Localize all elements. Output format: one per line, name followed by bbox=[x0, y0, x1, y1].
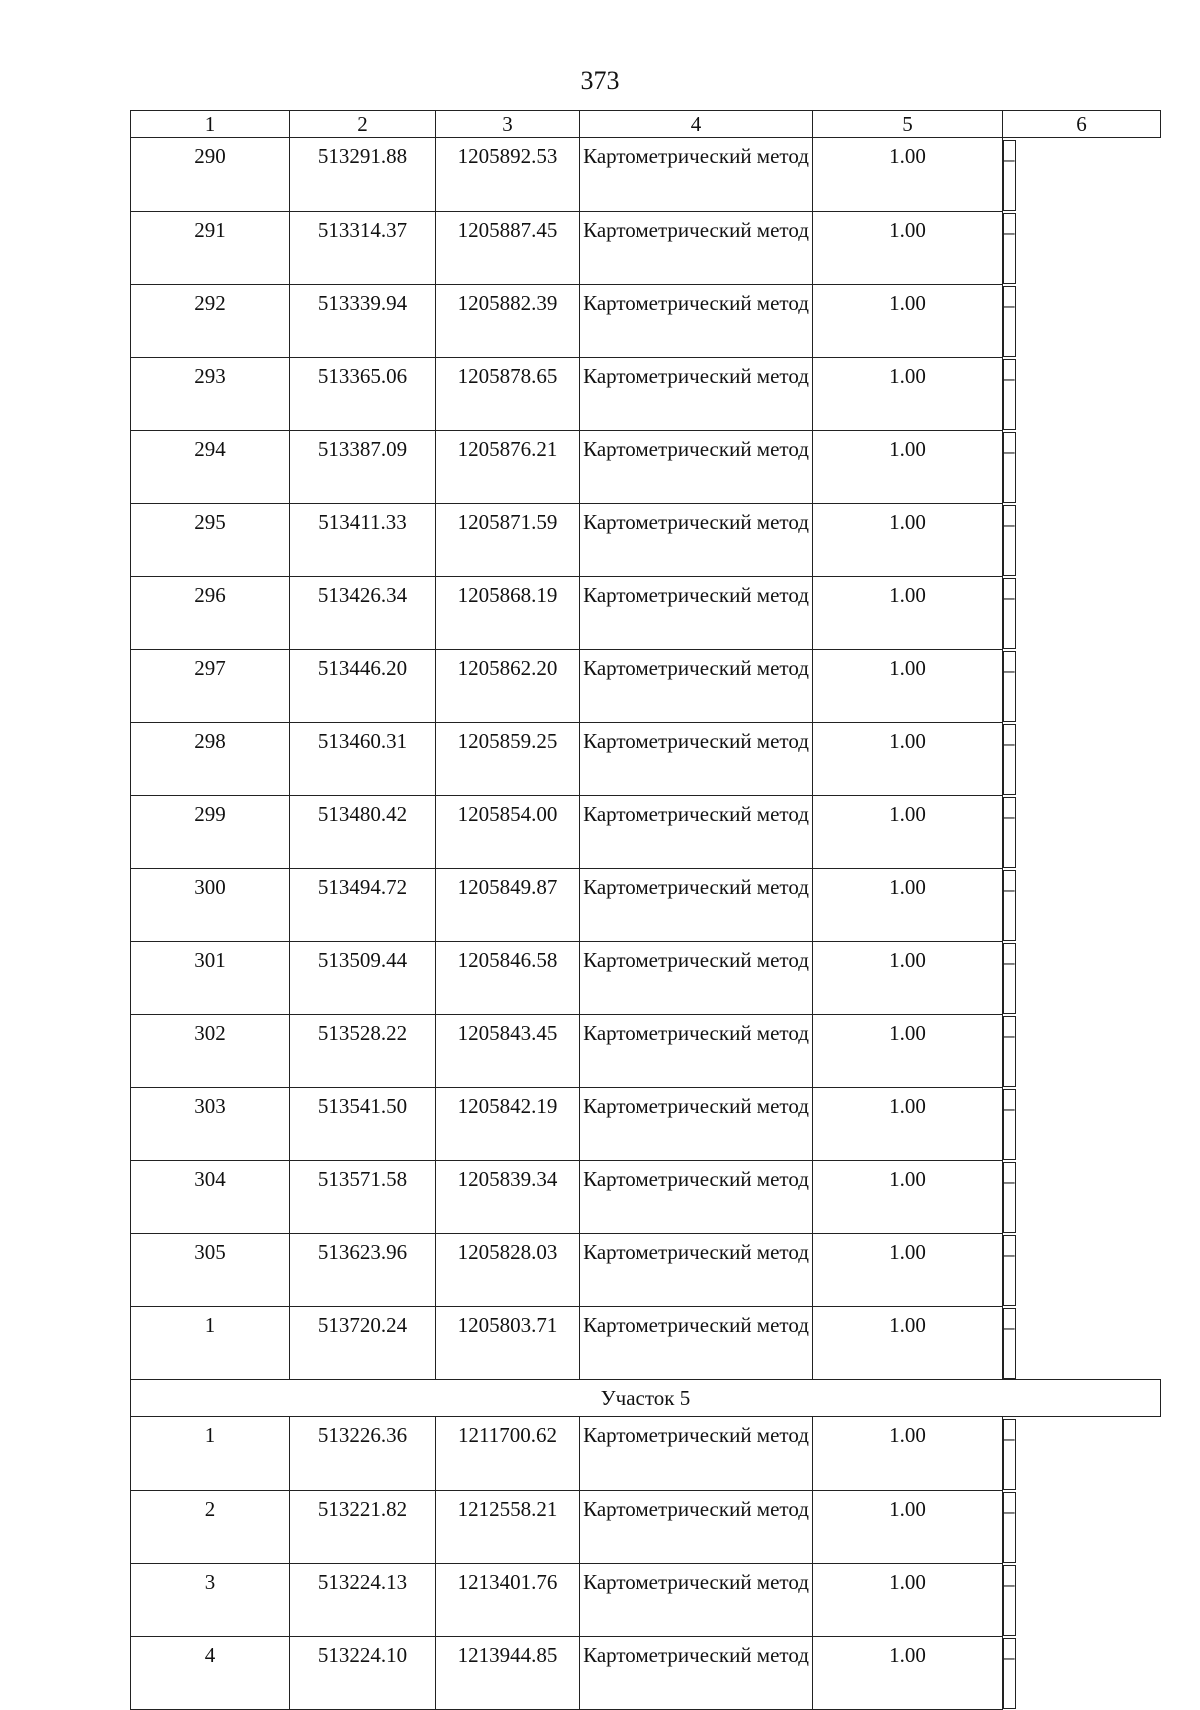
table-row bbox=[131, 1306, 1161, 1380]
note-cell: – bbox=[1003, 797, 1016, 868]
x-coordinate-cell: 513571.58 bbox=[290, 1160, 436, 1233]
x-coordinate-cell: 513480.42 bbox=[290, 795, 436, 868]
table-row bbox=[131, 1490, 1161, 1563]
x-coordinate-cell: 513365.06 bbox=[290, 357, 436, 430]
method-cell: Картометрический метод bbox=[580, 1306, 813, 1380]
note-cell: – bbox=[1003, 1235, 1016, 1306]
method-cell: Картометрический метод bbox=[580, 1014, 813, 1087]
y-coordinate-cell: 1212558.21 bbox=[436, 1490, 580, 1563]
note-cell: – bbox=[1003, 213, 1016, 284]
point-number-cell: 290 bbox=[131, 138, 290, 212]
y-coordinate-cell: 1205859.25 bbox=[436, 722, 580, 795]
accuracy-cell: 1.00 bbox=[813, 795, 1003, 868]
accuracy-cell: 1.00 bbox=[813, 722, 1003, 795]
x-coordinate-cell: 513339.94 bbox=[290, 284, 436, 357]
y-coordinate-cell: 1205868.19 bbox=[436, 576, 580, 649]
y-coordinate-cell: 1205876.21 bbox=[436, 430, 580, 503]
x-coordinate-cell: 513509.44 bbox=[290, 941, 436, 1014]
point-number-cell: 297 bbox=[131, 649, 290, 722]
point-number-cell: 1 bbox=[131, 1306, 290, 1380]
note-cell: – bbox=[1003, 1308, 1016, 1379]
x-coordinate-cell: 513224.13 bbox=[290, 1563, 436, 1636]
method-cell: Картометрический метод bbox=[580, 1563, 813, 1636]
x-coordinate-cell: 513720.24 bbox=[290, 1306, 436, 1380]
y-coordinate-cell: 1213401.76 bbox=[436, 1563, 580, 1636]
note-cell: – bbox=[1003, 286, 1016, 357]
method-cell: Картометрический метод bbox=[580, 1160, 813, 1233]
method-cell: Картометрический метод bbox=[580, 941, 813, 1014]
x-coordinate-cell: 513314.37 bbox=[290, 211, 436, 284]
column-header: 5 bbox=[813, 111, 1003, 138]
method-cell: Картометрический метод bbox=[580, 1417, 813, 1491]
x-coordinate-cell: 513224.10 bbox=[290, 1636, 436, 1709]
y-coordinate-cell: 1205892.53 bbox=[436, 138, 580, 212]
x-coordinate-cell: 513541.50 bbox=[290, 1087, 436, 1160]
point-number-cell: 295 bbox=[131, 503, 290, 576]
method-cell: Картометрический метод bbox=[580, 576, 813, 649]
accuracy-cell: 1.00 bbox=[813, 576, 1003, 649]
point-number-cell: 301 bbox=[131, 941, 290, 1014]
method-cell: Картометрический метод bbox=[580, 138, 813, 212]
y-coordinate-cell: 1205887.45 bbox=[436, 211, 580, 284]
y-coordinate-cell: 1205828.03 bbox=[436, 1233, 580, 1306]
accuracy-cell: 1.00 bbox=[813, 1636, 1003, 1709]
y-coordinate-cell: 1205878.65 bbox=[436, 357, 580, 430]
table-row bbox=[131, 722, 1161, 795]
accuracy-cell: 1.00 bbox=[813, 357, 1003, 430]
column-header: 3 bbox=[436, 111, 580, 138]
method-cell: Картометрический метод bbox=[580, 1636, 813, 1709]
accuracy-cell: 1.00 bbox=[813, 430, 1003, 503]
method-cell: Картометрический метод bbox=[580, 795, 813, 868]
coordinates-table-container bbox=[130, 110, 1160, 1710]
point-number-cell: 4 bbox=[131, 1636, 290, 1709]
table-row bbox=[131, 576, 1161, 649]
method-cell: Картометрический метод bbox=[580, 649, 813, 722]
x-coordinate-cell: 513460.31 bbox=[290, 722, 436, 795]
note-cell: – bbox=[1003, 359, 1016, 430]
point-number-cell: 1 bbox=[131, 1417, 290, 1491]
accuracy-cell: 1.00 bbox=[813, 1417, 1003, 1491]
y-coordinate-cell: 1205846.58 bbox=[436, 941, 580, 1014]
table-row bbox=[131, 1417, 1161, 1491]
method-cell: Картометрический метод bbox=[580, 1087, 813, 1160]
method-cell: Картометрический метод bbox=[580, 503, 813, 576]
y-coordinate-cell: 1205882.39 bbox=[436, 284, 580, 357]
note-cell: – bbox=[1003, 943, 1016, 1014]
table-row bbox=[131, 1233, 1161, 1306]
x-coordinate-cell: 513446.20 bbox=[290, 649, 436, 722]
accuracy-cell: 1.00 bbox=[813, 1160, 1003, 1233]
table-row bbox=[131, 211, 1161, 284]
table-row bbox=[131, 430, 1161, 503]
table-row bbox=[131, 1636, 1161, 1709]
accuracy-cell: 1.00 bbox=[813, 1306, 1003, 1380]
page-number: 373 bbox=[580, 66, 620, 95]
y-coordinate-cell: 1205849.87 bbox=[436, 868, 580, 941]
accuracy-cell: 1.00 bbox=[813, 138, 1003, 212]
accuracy-cell: 1.00 bbox=[813, 649, 1003, 722]
y-coordinate-cell: 1205871.59 bbox=[436, 503, 580, 576]
method-cell: Картометрический метод bbox=[580, 868, 813, 941]
note-cell: – bbox=[1003, 505, 1016, 576]
point-number-cell: 294 bbox=[131, 430, 290, 503]
point-number-cell: 291 bbox=[131, 211, 290, 284]
note-cell: – bbox=[1003, 1419, 1016, 1490]
table-row bbox=[131, 357, 1161, 430]
accuracy-cell: 1.00 bbox=[813, 1087, 1003, 1160]
point-number-cell: 299 bbox=[131, 795, 290, 868]
y-coordinate-cell: 1213944.85 bbox=[436, 1636, 580, 1709]
x-coordinate-cell: 513426.34 bbox=[290, 576, 436, 649]
point-number-cell: 292 bbox=[131, 284, 290, 357]
x-coordinate-cell: 513226.36 bbox=[290, 1417, 436, 1491]
x-coordinate-cell: 513387.09 bbox=[290, 430, 436, 503]
note-cell: – bbox=[1003, 432, 1016, 503]
x-coordinate-cell: 513623.96 bbox=[290, 1233, 436, 1306]
point-number-cell: 296 bbox=[131, 576, 290, 649]
x-coordinate-cell: 513221.82 bbox=[290, 1490, 436, 1563]
table-row bbox=[131, 284, 1161, 357]
accuracy-cell: 1.00 bbox=[813, 1014, 1003, 1087]
note-cell: – bbox=[1003, 1162, 1016, 1233]
y-coordinate-cell: 1205803.71 bbox=[436, 1306, 580, 1380]
table-row bbox=[131, 503, 1161, 576]
section-row bbox=[131, 1380, 1161, 1417]
x-coordinate-cell: 513411.33 bbox=[290, 503, 436, 576]
point-number-cell: 305 bbox=[131, 1233, 290, 1306]
column-header: 4 bbox=[580, 111, 813, 138]
point-number-cell: 3 bbox=[131, 1563, 290, 1636]
table-row bbox=[131, 795, 1161, 868]
table-row bbox=[131, 1087, 1161, 1160]
method-cell: Картометрический метод bbox=[580, 430, 813, 503]
table-row bbox=[131, 649, 1161, 722]
column-header: 2 bbox=[290, 111, 436, 138]
accuracy-cell: 1.00 bbox=[813, 1563, 1003, 1636]
y-coordinate-cell: 1205839.34 bbox=[436, 1160, 580, 1233]
x-coordinate-cell: 513528.22 bbox=[290, 1014, 436, 1087]
method-cell: Картометрический метод bbox=[580, 722, 813, 795]
column-header: 1 bbox=[131, 111, 290, 138]
table-row bbox=[131, 1014, 1161, 1087]
table-row bbox=[131, 941, 1161, 1014]
accuracy-cell: 1.00 bbox=[813, 211, 1003, 284]
method-cell: Картометрический метод bbox=[580, 284, 813, 357]
x-coordinate-cell: 513291.88 bbox=[290, 138, 436, 212]
accuracy-cell: 1.00 bbox=[813, 284, 1003, 357]
table-row bbox=[131, 1160, 1161, 1233]
point-number-cell: 300 bbox=[131, 868, 290, 941]
method-cell: Картометрический метод bbox=[580, 1490, 813, 1563]
table-row bbox=[131, 868, 1161, 941]
table-row bbox=[131, 138, 1161, 212]
point-number-cell: 304 bbox=[131, 1160, 290, 1233]
note-cell: – bbox=[1003, 1565, 1016, 1636]
x-coordinate-cell: 513494.72 bbox=[290, 868, 436, 941]
method-cell: Картометрический метод bbox=[580, 1233, 813, 1306]
point-number-cell: 303 bbox=[131, 1087, 290, 1160]
y-coordinate-cell: 1205843.45 bbox=[436, 1014, 580, 1087]
method-cell: Картометрический метод bbox=[580, 211, 813, 284]
note-cell: – bbox=[1003, 1492, 1016, 1563]
coordinates-table bbox=[130, 110, 1161, 1710]
y-coordinate-cell: 1205854.00 bbox=[436, 795, 580, 868]
note-cell: – bbox=[1003, 1089, 1016, 1160]
accuracy-cell: 1.00 bbox=[813, 868, 1003, 941]
accuracy-cell: 1.00 bbox=[813, 941, 1003, 1014]
column-header: 6 bbox=[1003, 111, 1161, 138]
section-title: Участок 5 bbox=[131, 1380, 1161, 1417]
point-number-cell: 293 bbox=[131, 357, 290, 430]
accuracy-cell: 1.00 bbox=[813, 503, 1003, 576]
table-body bbox=[131, 138, 1161, 1710]
table-header-row bbox=[131, 111, 1161, 138]
note-cell: – bbox=[1003, 578, 1016, 649]
y-coordinate-cell: 1205862.20 bbox=[436, 649, 580, 722]
method-cell: Картометрический метод bbox=[580, 357, 813, 430]
note-cell: – bbox=[1003, 1638, 1016, 1709]
note-cell: – bbox=[1003, 651, 1016, 722]
accuracy-cell: 1.00 bbox=[813, 1490, 1003, 1563]
note-cell: – bbox=[1003, 140, 1016, 211]
accuracy-cell: 1.00 bbox=[813, 1233, 1003, 1306]
y-coordinate-cell: 1211700.62 bbox=[436, 1417, 580, 1491]
y-coordinate-cell: 1205842.19 bbox=[436, 1087, 580, 1160]
point-number-cell: 302 bbox=[131, 1014, 290, 1087]
point-number-cell: 298 bbox=[131, 722, 290, 795]
point-number-cell: 2 bbox=[131, 1490, 290, 1563]
note-cell: – bbox=[1003, 1016, 1016, 1087]
note-cell: – bbox=[1003, 724, 1016, 795]
table-row bbox=[131, 1563, 1161, 1636]
note-cell: – bbox=[1003, 870, 1016, 941]
